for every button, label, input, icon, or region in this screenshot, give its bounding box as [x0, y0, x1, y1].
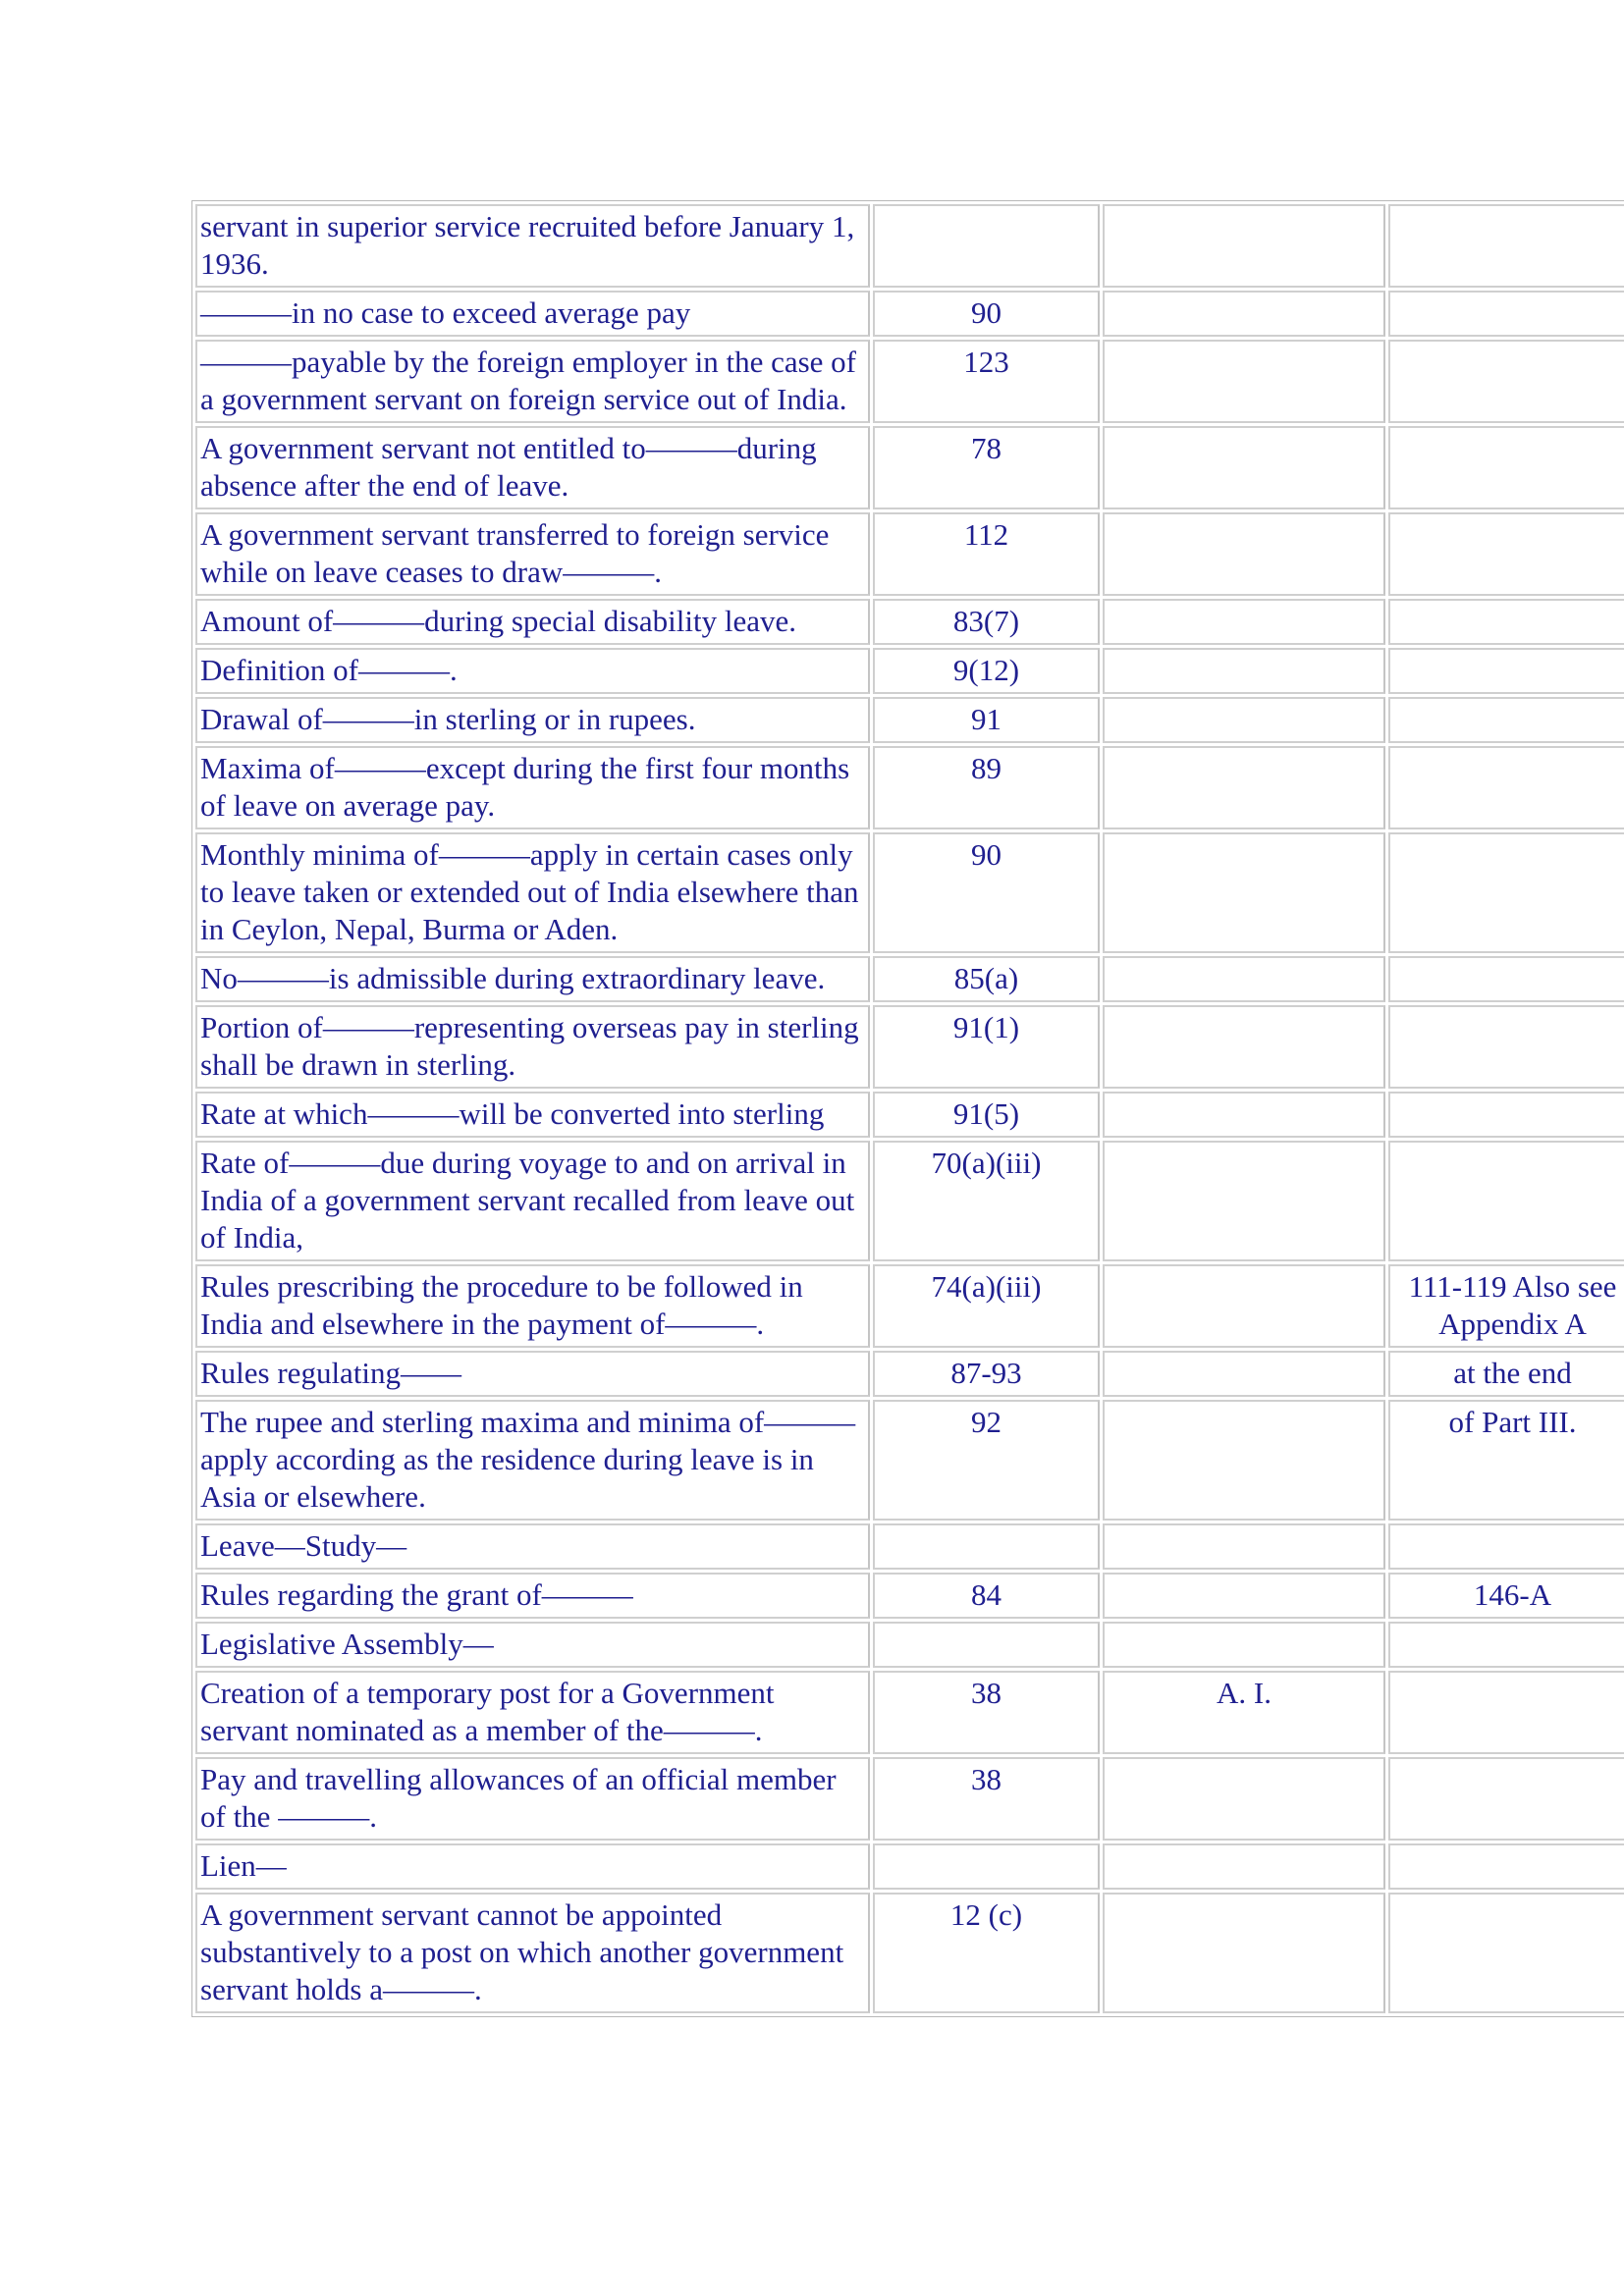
table-row — [195, 291, 1624, 337]
appendix-cell — [1103, 1622, 1385, 1668]
subject-cell: Amount of———during special disability leave. — [195, 599, 870, 645]
table-row — [195, 512, 1624, 596]
table-row — [195, 1523, 1624, 1570]
table-row — [195, 340, 1624, 423]
table-row — [195, 1400, 1624, 1521]
table-row — [195, 426, 1624, 509]
rule-number-cell: 84 — [873, 1573, 1100, 1619]
page-reference-cell — [1388, 648, 1624, 694]
page-reference-cell: of Part III. — [1388, 1400, 1624, 1521]
rule-number-cell: 38 — [873, 1757, 1100, 1841]
subject-cell: Rate at which———will be converted into sterling — [195, 1092, 870, 1138]
table-row — [195, 1573, 1624, 1619]
table-row — [195, 1893, 1624, 2013]
appendix-cell: A. I. — [1103, 1671, 1385, 1754]
table-row — [195, 1141, 1624, 1261]
appendix-cell — [1103, 697, 1385, 743]
page-reference-cell — [1388, 1757, 1624, 1841]
table-row — [195, 1005, 1624, 1089]
subject-cell: Monthly minima of———apply in certain cases only to leave taken or extended out of India elsewhere than in Ceylon, Nepal, Burma or Aden. — [195, 832, 870, 953]
page-reference-cell — [1388, 697, 1624, 743]
subject-cell: Portion of———representing overseas pay in sterling shall be drawn in sterling. — [195, 1005, 870, 1089]
appendix-cell — [1103, 1264, 1385, 1348]
appendix-cell — [1103, 340, 1385, 423]
appendix-cell — [1103, 1573, 1385, 1619]
rule-number-cell: 123 — [873, 340, 1100, 423]
rule-number-cell: 12 (c) — [873, 1893, 1100, 2013]
page-reference-cell — [1388, 512, 1624, 596]
rule-number-cell — [873, 1523, 1100, 1570]
page-reference-cell — [1388, 1092, 1624, 1138]
rule-number-cell: 91 — [873, 697, 1100, 743]
subject-cell: Legislative Assembly— — [195, 1622, 870, 1668]
appendix-cell — [1103, 1092, 1385, 1138]
table-row — [195, 956, 1624, 1002]
rule-number-cell: 89 — [873, 746, 1100, 829]
appendix-cell — [1103, 1843, 1385, 1890]
page-reference-cell — [1388, 1141, 1624, 1261]
page-reference-cell — [1388, 1843, 1624, 1890]
subject-cell: Lien— — [195, 1843, 870, 1890]
table-row — [195, 1757, 1624, 1841]
appendix-cell — [1103, 599, 1385, 645]
rule-number-cell: 83(7) — [873, 599, 1100, 645]
appendix-cell — [1103, 1141, 1385, 1261]
page-reference-cell — [1388, 599, 1624, 645]
subject-cell: Definition of———. — [195, 648, 870, 694]
appendix-cell — [1103, 1400, 1385, 1521]
subject-cell: Pay and travelling allowances of an official member of the ———. — [195, 1757, 870, 1841]
table-row — [195, 1092, 1624, 1138]
rule-number-cell: 91(5) — [873, 1092, 1100, 1138]
table-row — [195, 599, 1624, 645]
subject-cell: The rupee and sterling maxima and minima of———apply according as the residence during leave is in Asia or elsewhere. — [195, 1400, 870, 1521]
appendix-cell — [1103, 1523, 1385, 1570]
rule-number-cell — [873, 1843, 1100, 1890]
rule-number-cell: 74(a)(iii) — [873, 1264, 1100, 1348]
subject-cell: A government servant not entitled to———during absence after the end of leave. — [195, 426, 870, 509]
page-reference-cell — [1388, 291, 1624, 337]
page-reference-cell: 146-A — [1388, 1573, 1624, 1619]
subject-cell: Drawal of———in sterling or in rupees. — [195, 697, 870, 743]
table-row — [195, 1622, 1624, 1668]
rule-number-cell — [873, 204, 1100, 288]
subject-cell: Rules prescribing the procedure to be followed in India and elsewhere in the payment of———. — [195, 1264, 870, 1348]
rule-number-cell: 87-93 — [873, 1351, 1100, 1397]
rule-number-cell: 90 — [873, 832, 1100, 953]
table-row — [195, 746, 1624, 829]
subject-cell: Rules regulating—— — [195, 1351, 870, 1397]
index-table — [191, 200, 1624, 2017]
appendix-cell — [1103, 426, 1385, 509]
subject-cell: A government servant transferred to foreign service while on leave ceases to draw———. — [195, 512, 870, 596]
page-reference-cell — [1388, 1005, 1624, 1089]
page-reference-cell: at the end — [1388, 1351, 1624, 1397]
subject-cell: ———in no case to exceed average pay — [195, 291, 870, 337]
subject-cell: A government servant cannot be appointed substantively to a post on which another government servant holds a———. — [195, 1893, 870, 2013]
page-reference-cell — [1388, 1622, 1624, 1668]
appendix-cell — [1103, 204, 1385, 288]
page-reference-cell — [1388, 426, 1624, 509]
subject-cell: Rules regarding the grant of——— — [195, 1573, 870, 1619]
table-row — [195, 697, 1624, 743]
rule-number-cell — [873, 1622, 1100, 1668]
rule-number-cell: 78 — [873, 426, 1100, 509]
page-reference-cell — [1388, 832, 1624, 953]
table-row — [195, 1843, 1624, 1890]
rule-number-cell: 91(1) — [873, 1005, 1100, 1089]
rule-number-cell: 92 — [873, 1400, 1100, 1521]
page-reference-cell — [1388, 204, 1624, 288]
table-row — [195, 1264, 1624, 1348]
rule-number-cell: 112 — [873, 512, 1100, 596]
table-row — [195, 1671, 1624, 1754]
subject-cell: Maxima of———except during the first four months of leave on average pay. — [195, 746, 870, 829]
subject-cell: ———payable by the foreign employer in the case of a government servant on foreign service out of India. — [195, 340, 870, 423]
rule-number-cell: 85(a) — [873, 956, 1100, 1002]
appendix-cell — [1103, 832, 1385, 953]
appendix-cell — [1103, 1757, 1385, 1841]
rule-number-cell: 38 — [873, 1671, 1100, 1754]
table-row — [195, 204, 1624, 288]
index-body — [195, 204, 1624, 2013]
appendix-cell — [1103, 648, 1385, 694]
page-reference-cell — [1388, 956, 1624, 1002]
appendix-cell — [1103, 956, 1385, 1002]
appendix-cell — [1103, 1893, 1385, 2013]
page-reference-cell — [1388, 746, 1624, 829]
appendix-cell — [1103, 1005, 1385, 1089]
appendix-cell — [1103, 746, 1385, 829]
appendix-cell — [1103, 1351, 1385, 1397]
rule-number-cell: 9(12) — [873, 648, 1100, 694]
page-reference-cell — [1388, 1671, 1624, 1754]
subject-cell: servant in superior service recruited before January 1, 1936. — [195, 204, 870, 288]
rule-number-cell: 70(a)(iii) — [873, 1141, 1100, 1261]
subject-cell: Rate of———due during voyage to and on arrival in India of a government servant recalled from leave out of India, — [195, 1141, 870, 1261]
page-reference-cell — [1388, 340, 1624, 423]
rule-number-cell: 90 — [873, 291, 1100, 337]
subject-cell: Leave—Study— — [195, 1523, 870, 1570]
subject-cell: No———is admissible during extraordinary leave. — [195, 956, 870, 1002]
page-reference-cell — [1388, 1523, 1624, 1570]
page-reference-cell — [1388, 1893, 1624, 2013]
table-row — [195, 832, 1624, 953]
page-reference-cell: 111-119 Also see Appendix A — [1388, 1264, 1624, 1348]
table-row — [195, 1351, 1624, 1397]
subject-cell: Creation of a temporary post for a Government servant nominated as a member of the———. — [195, 1671, 870, 1754]
table-row — [195, 648, 1624, 694]
appendix-cell — [1103, 512, 1385, 596]
appendix-cell — [1103, 291, 1385, 337]
